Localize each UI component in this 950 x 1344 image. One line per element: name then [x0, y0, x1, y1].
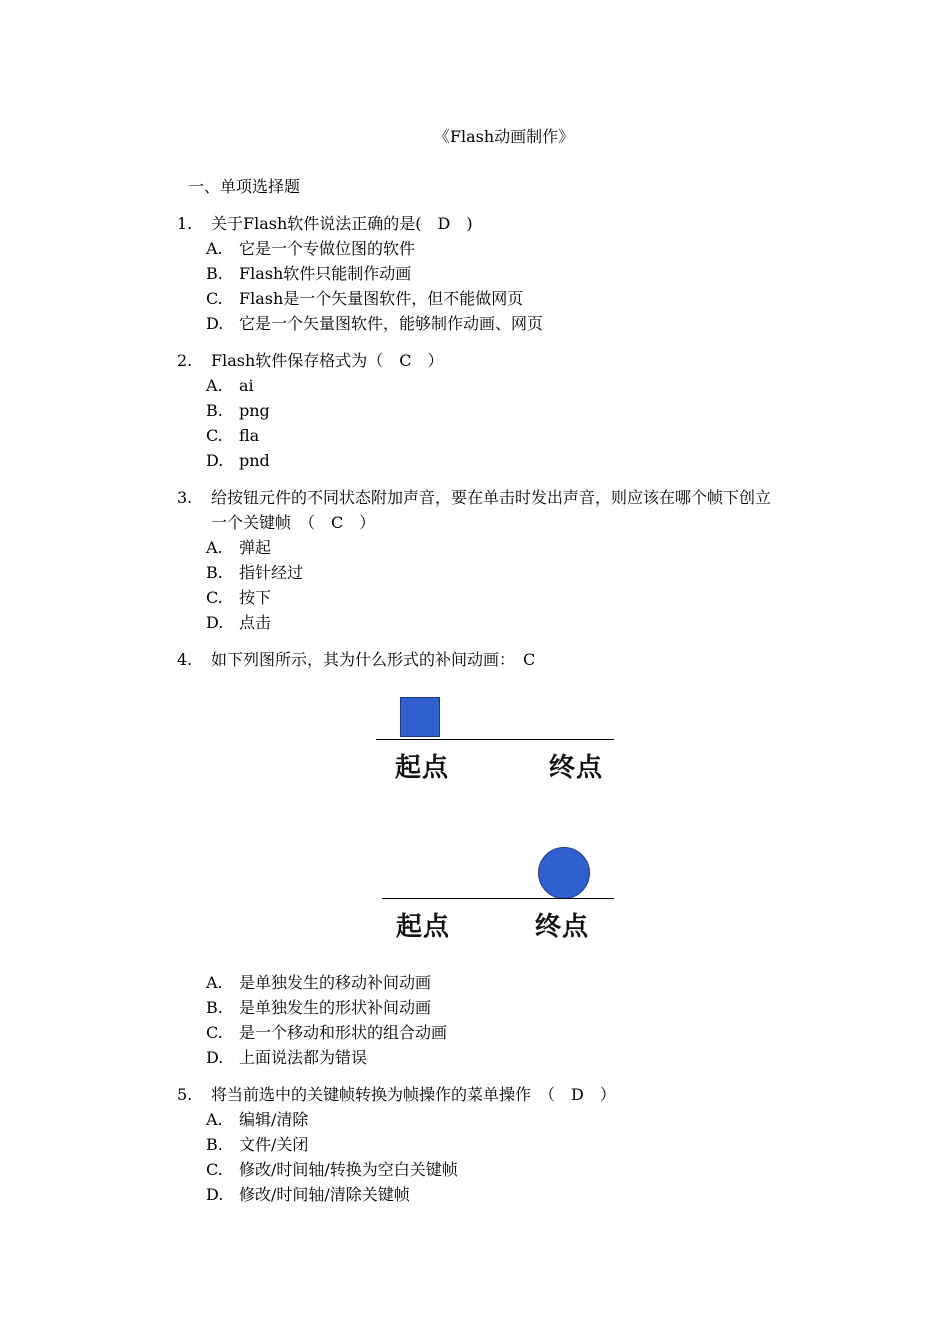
option-text: Flash软件只能制作动画 — [239, 264, 412, 283]
baseline — [376, 739, 614, 740]
figure-start-frame — [376, 697, 616, 787]
blue-circle-shape — [538, 847, 590, 899]
question-2 — [177, 351, 444, 371]
option-text: 弹起 — [239, 538, 272, 557]
option-letter: B. — [206, 998, 223, 1017]
option-letter: B. — [206, 1135, 223, 1154]
option-letter: A. — [206, 376, 223, 395]
option-2c — [206, 426, 259, 446]
option-letter: D. — [206, 314, 224, 333]
option-text: fla — [239, 426, 260, 445]
option-letter: A. — [206, 1110, 223, 1129]
option-text: ai — [239, 376, 254, 395]
option-1d — [206, 314, 543, 334]
option-text: Flash是一个矢量图软件，但不能做网页 — [239, 289, 524, 308]
baseline — [382, 898, 614, 899]
option-letter: B. — [206, 401, 223, 420]
option-5c — [206, 1160, 458, 1180]
option-letter: D. — [206, 613, 224, 632]
option-text: png — [239, 401, 270, 420]
option-5d — [206, 1185, 410, 1205]
question-text: Flash软件保存格式为（ C ） — [211, 351, 444, 370]
question-3-continuation: 一个关键帧 （ C ） — [211, 513, 376, 532]
option-letter: C. — [206, 289, 223, 308]
option-4d — [206, 1048, 367, 1068]
option-3b — [206, 563, 303, 583]
figure-end-frame — [382, 845, 622, 945]
question-number: 2. — [177, 351, 193, 370]
question-text: 将当前选中的关键帧转换为帧操作的菜单操作 （ D ） — [211, 1085, 616, 1104]
end-label: 终点 — [535, 912, 590, 942]
option-text: pnd — [239, 451, 270, 470]
question-1 — [177, 214, 473, 234]
option-letter: B. — [206, 264, 223, 283]
option-3d — [206, 613, 271, 633]
option-text: 是一个移动和形状的组合动画 — [239, 1023, 448, 1042]
option-2a — [206, 376, 254, 396]
option-letter: B. — [206, 563, 223, 582]
option-3a — [206, 538, 271, 558]
option-letter: D. — [206, 1185, 224, 1204]
option-letter: A. — [206, 973, 223, 992]
document-title: 《Flash动画制作》 — [433, 127, 575, 146]
option-text: 文件/关闭 — [239, 1135, 309, 1154]
option-text: 编辑/清除 — [239, 1110, 309, 1129]
question-4 — [177, 650, 535, 670]
question-5 — [177, 1085, 616, 1105]
question-3 — [177, 488, 771, 508]
option-5a — [206, 1110, 308, 1130]
option-text: 按下 — [239, 588, 272, 607]
option-text: 点击 — [239, 613, 272, 632]
start-label: 起点 — [395, 753, 450, 783]
option-letter: C. — [206, 1160, 223, 1179]
option-1c — [206, 289, 523, 309]
question-number: 1. — [177, 214, 193, 233]
option-2b — [206, 401, 270, 421]
question-number: 4. — [177, 650, 193, 669]
option-text: 是单独发生的形状补间动画 — [239, 998, 432, 1017]
option-3c — [206, 588, 271, 608]
question-number: 3. — [177, 488, 193, 507]
option-text: 是单独发生的移动补间动画 — [239, 973, 432, 992]
option-letter: A. — [206, 538, 223, 557]
question-text: 给按钮元件的不同状态附加声音，要在单击时发出声音，则应该在哪个帧下创立 — [211, 488, 772, 507]
option-letter: A. — [206, 239, 223, 258]
option-4c — [206, 1023, 447, 1043]
option-1a — [206, 239, 415, 259]
question-text: 关于Flash软件说法正确的是( D ) — [211, 214, 473, 233]
option-4b — [206, 998, 431, 1018]
option-letter: C. — [206, 588, 223, 607]
option-letter: C. — [206, 1023, 223, 1042]
end-label: 终点 — [549, 753, 604, 783]
option-letter: D. — [206, 451, 224, 470]
option-text: 指针经过 — [239, 563, 304, 582]
option-text: 它是一个矢量图软件，能够制作动画、网页 — [239, 314, 544, 333]
section-heading: 一、单项选择题 — [188, 177, 301, 196]
option-4a — [206, 973, 431, 993]
question-text: 如下列图所示，其为什么形式的补间动画： C — [211, 650, 536, 669]
option-text: 修改/时间轴/清除关键帧 — [239, 1185, 410, 1204]
option-5b — [206, 1135, 308, 1155]
option-text: 上面说法都为错误 — [239, 1048, 368, 1067]
start-label: 起点 — [396, 912, 451, 942]
question-number: 5. — [177, 1085, 193, 1104]
option-letter: D. — [206, 1048, 224, 1067]
option-text: 它是一个专做位图的软件 — [239, 239, 416, 258]
option-1b — [206, 264, 411, 284]
blue-square-shape — [400, 697, 440, 737]
option-2d — [206, 451, 270, 471]
option-text: 修改/时间轴/转换为空白关键帧 — [239, 1160, 458, 1179]
option-letter: C. — [206, 426, 223, 445]
